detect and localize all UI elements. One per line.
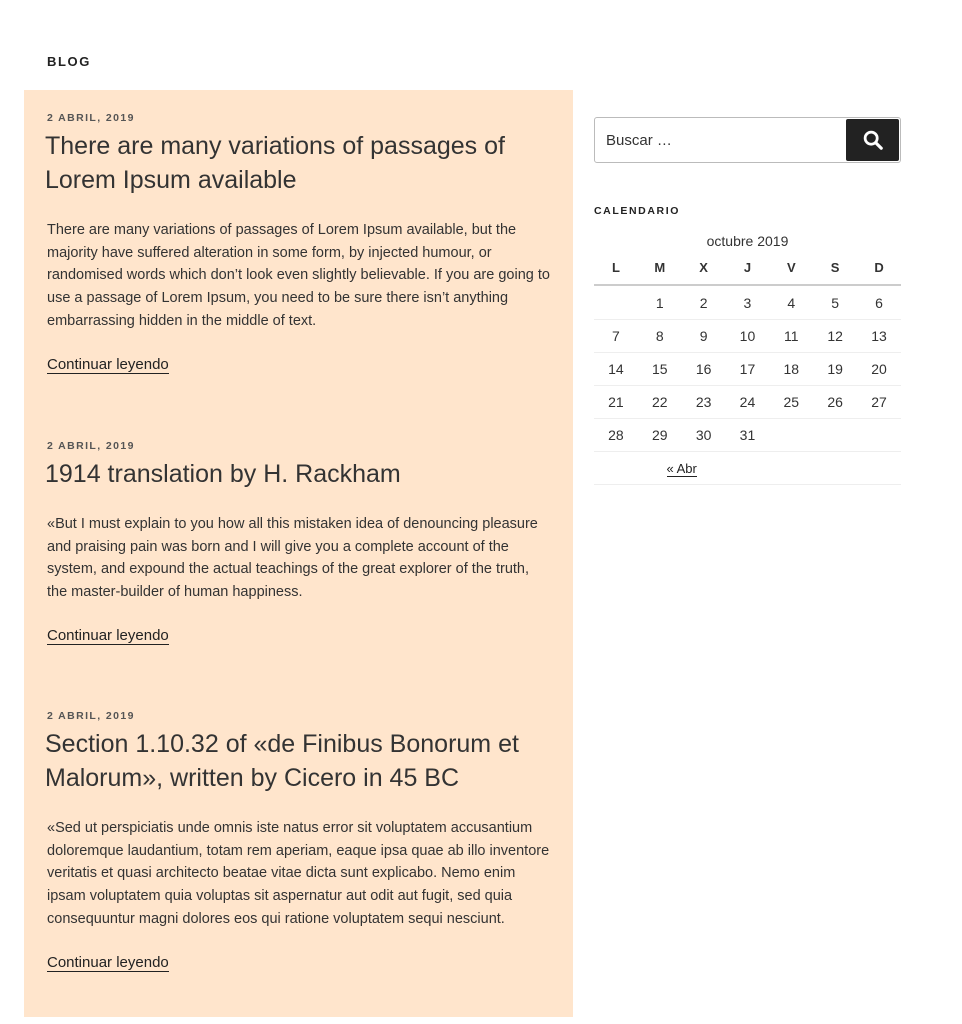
post-date[interactable]: 2 ABRIL, 2019 [47,112,135,124]
weekday-header: D [857,250,901,285]
post-title[interactable]: Section 1.10.32 of «de Finibus Bonorum et Malorum», written by Cicero in 45 BC [45,730,519,792]
calendar-day: 1 [638,285,682,320]
calendar-day: 25 [769,386,813,419]
calendar-day: 27 [857,386,901,419]
calendar-day [857,419,901,452]
calendar-title: CALENDARIO [594,205,680,217]
calendar-day: 28 [594,419,638,452]
calendar-prev-cell [638,452,726,485]
calendar-day: 26 [813,386,857,419]
post [47,709,552,972]
read-more-link[interactable]: Continuar leyendo [47,953,169,971]
calendar-week [594,386,901,419]
calendar-day [813,419,857,452]
calendar-day: 11 [769,320,813,353]
weekday-header: J [726,250,770,285]
calendar-week [594,419,901,452]
calendar-day: 8 [638,320,682,353]
calendar-day [594,285,638,320]
post [47,111,552,374]
post-date[interactable]: 2 ABRIL, 2019 [47,440,135,452]
calendar-day: 21 [594,386,638,419]
calendar-day: 5 [813,285,857,320]
post-excerpt: There are many variations of passages of Lorem Ipsum available, but the majority have suffered alteration in some form, by injected humour, or randomised words which don’t look even slightly believable. If you are going to use a passage of Lorem Ipsum, you need to be sure there isn’t anything embarrassing hidden in the middle of text. [47,222,550,329]
calendar-nav [594,452,901,485]
weekday-header: L [594,250,638,285]
calendar-week [594,353,901,386]
calendar-week [594,285,901,320]
calendar-day: 18 [769,353,813,386]
search-input[interactable] [595,118,845,162]
read-more-link[interactable]: Continuar leyendo [47,355,169,373]
calendar-day: 16 [682,353,726,386]
calendar-day: 24 [726,386,770,419]
read-more-link[interactable]: Continuar leyendo [47,626,169,644]
calendar [594,232,901,485]
post-title[interactable]: 1914 translation by H. Rackham [45,460,401,488]
calendar-day: 10 [726,320,770,353]
calendar-prev-link[interactable]: « Abr [666,461,697,476]
calendar-day: 9 [682,320,726,353]
calendar-day: 22 [638,386,682,419]
weekday-header: S [813,250,857,285]
calendar-day: 17 [726,353,770,386]
post-title[interactable]: There are many variations of passages of Lorem Ipsum available [45,132,505,194]
post-excerpt: «Sed ut perspiciatis unde omnis iste natus error sit voluptatem accusantium doloremque laudantium, totam rem aperiam, eaque ipsa quae ab illo inventore veritatis et quasi architecto beatae vitae dicta sunt explicabo. Nemo enim ipsam voluptatem quia voluptas sit aspernatur aut odit aut fugit, sed quia consequuntur magni dolores eos qui ratione voluptatem sequi nesciunt. [47,820,550,927]
calendar-weekdays [594,250,901,285]
calendar-day [769,419,813,452]
calendar-day: 13 [857,320,901,353]
calendar-day: 14 [594,353,638,386]
search-button[interactable] [846,119,899,161]
calendar-day: 30 [682,419,726,452]
post [47,439,552,645]
page-title: BLOG [47,54,91,69]
calendar-nav-spacer [594,452,638,485]
post-date[interactable]: 2 ABRIL, 2019 [47,710,135,722]
search-icon [862,129,884,151]
calendar-next-cell [769,452,901,485]
sidebar [594,117,901,485]
calendar-day: 31 [726,419,770,452]
calendar-day: 6 [857,285,901,320]
posts-list [24,90,573,1017]
calendar-day: 19 [813,353,857,386]
calendar-day: 23 [682,386,726,419]
weekday-header: X [682,250,726,285]
calendar-day: 2 [682,285,726,320]
calendar-day: 3 [726,285,770,320]
search-form [594,117,901,163]
calendar-caption: octubre 2019 [706,233,789,249]
calendar-day: 15 [638,353,682,386]
calendar-nav-spacer [726,452,770,485]
calendar-day: 12 [813,320,857,353]
post-excerpt: «But I must explain to you how all this mistaken idea of denouncing pleasure and praising pain was born and I will give you a complete account of the system, and expound the actual teachings of the great explorer of the truth, the master-builder of human happiness. [47,516,538,601]
calendar-week [594,320,901,353]
calendar-day: 20 [857,353,901,386]
calendar-day: 29 [638,419,682,452]
weekday-header: V [769,250,813,285]
calendar-day: 7 [594,320,638,353]
calendar-day: 4 [769,285,813,320]
weekday-header: M [638,250,682,285]
